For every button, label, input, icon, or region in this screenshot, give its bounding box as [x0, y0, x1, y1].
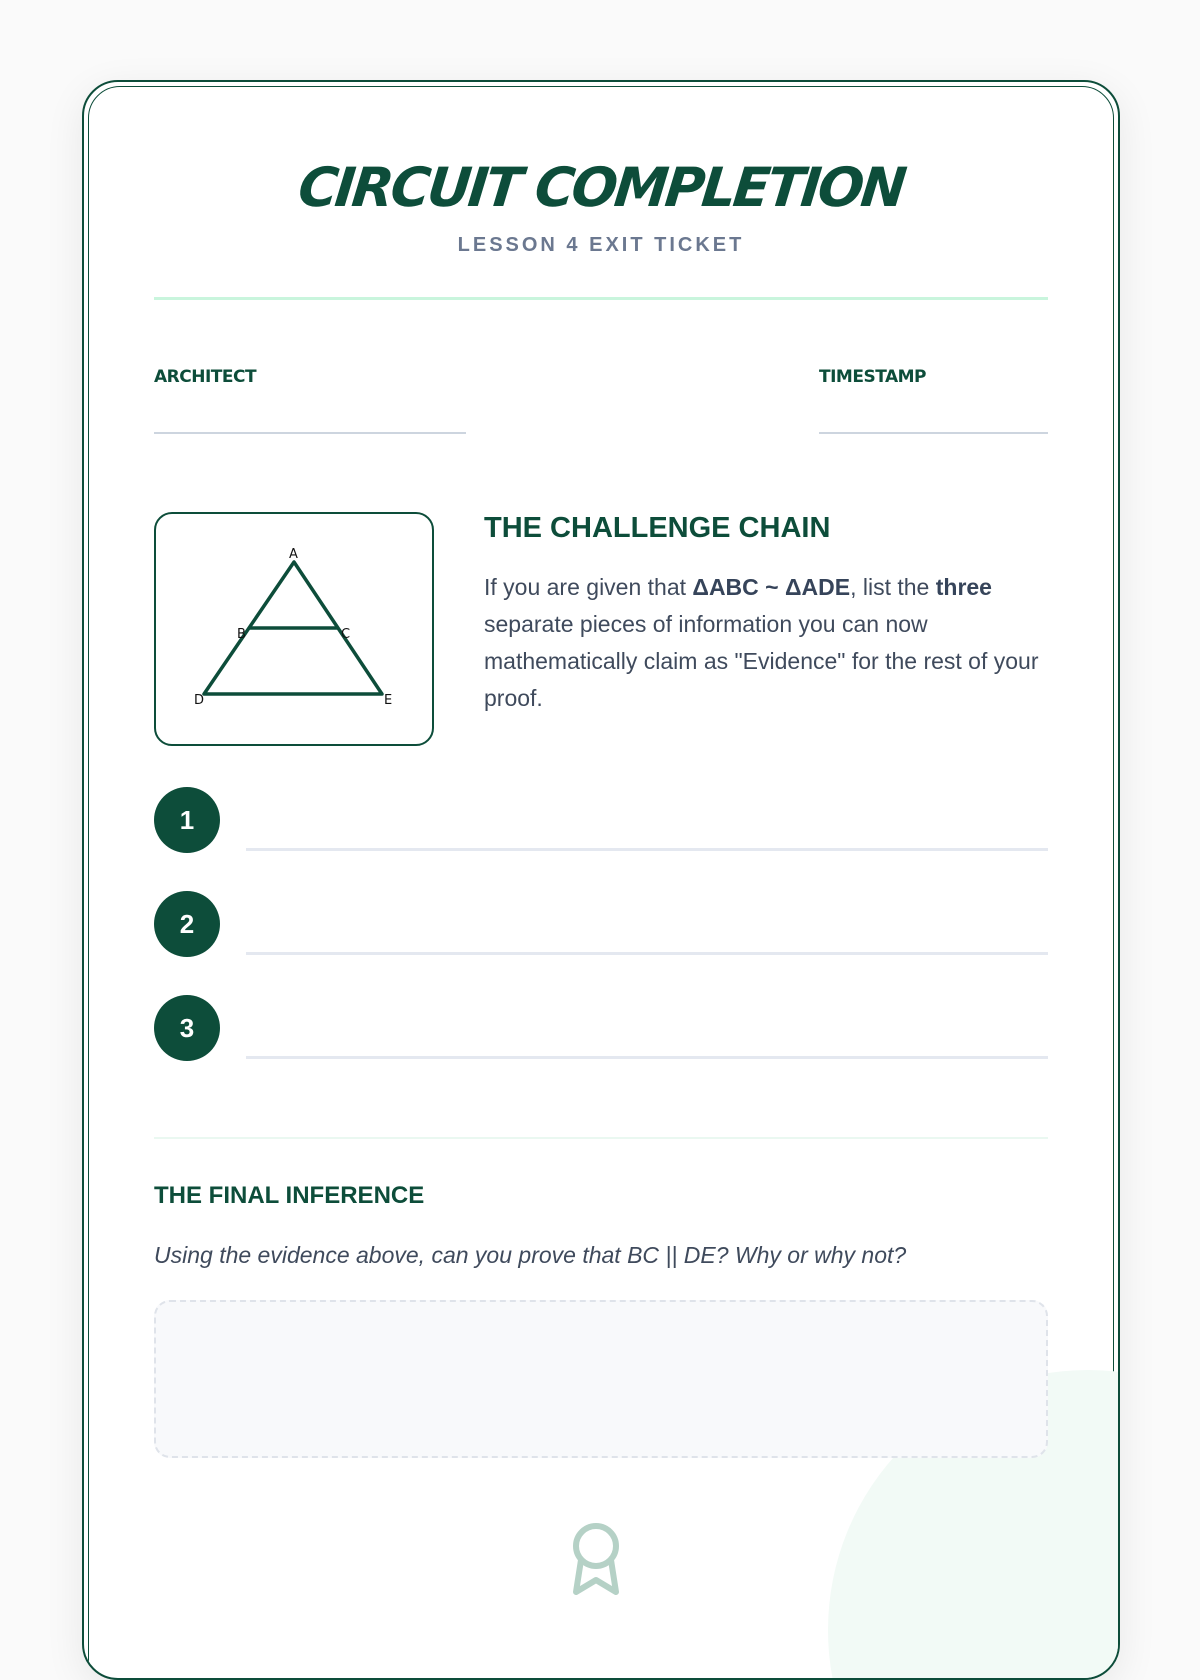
challenge-text-part: separate pieces of information you can now mathematically claim as "Evidence" for the rest of your proof. [484, 611, 1039, 711]
answer-line-2[interactable] [246, 952, 1048, 955]
timestamp-label: TIMESTAMP [819, 367, 927, 387]
page-subtitle: LESSON 4 EXIT TICKET [457, 234, 745, 256]
challenge-title: THE CHALLENGE CHAIN [484, 512, 831, 544]
answer-number-1: 1 [154, 787, 220, 853]
vertex-label-e: E [384, 693, 393, 708]
challenge-text [484, 569, 1044, 717]
inference-title: THE FINAL INFERENCE [154, 1182, 425, 1209]
vertex-label-b: B [237, 627, 246, 642]
emphasis-three: three [935, 574, 992, 600]
answer-line-3[interactable] [246, 1056, 1048, 1059]
challenge-text-part: If you are given that [484, 574, 693, 600]
answer-number-3: 3 [154, 995, 220, 1061]
header-divider [154, 297, 1048, 300]
section-divider [154, 1137, 1048, 1139]
architect-field[interactable] [154, 432, 466, 434]
vertex-label-a: A [289, 547, 298, 562]
vertex-label-c: C [341, 627, 351, 642]
triangle-svg [156, 514, 432, 744]
similarity-statement: ΔABC ~ ΔADE [692, 574, 851, 600]
page-title: CIRCUIT COMPLETION [295, 156, 907, 219]
exit-ticket-card [82, 80, 1120, 1680]
answer-number-2: 2 [154, 891, 220, 957]
vertex-label-d: D [194, 693, 205, 708]
architect-label: ARCHITECT [154, 367, 257, 387]
inference-prompt: Using the evidence above, can you prove that BC || DE? Why or why not? [154, 1242, 907, 1268]
award-ribbon-icon [566, 1520, 626, 1605]
inference-answer-box[interactable] [154, 1300, 1048, 1458]
triangle-diagram [154, 512, 434, 746]
answer-line-1[interactable] [246, 848, 1048, 851]
timestamp-field[interactable] [819, 432, 1048, 434]
challenge-text-part: , list the [850, 574, 936, 600]
